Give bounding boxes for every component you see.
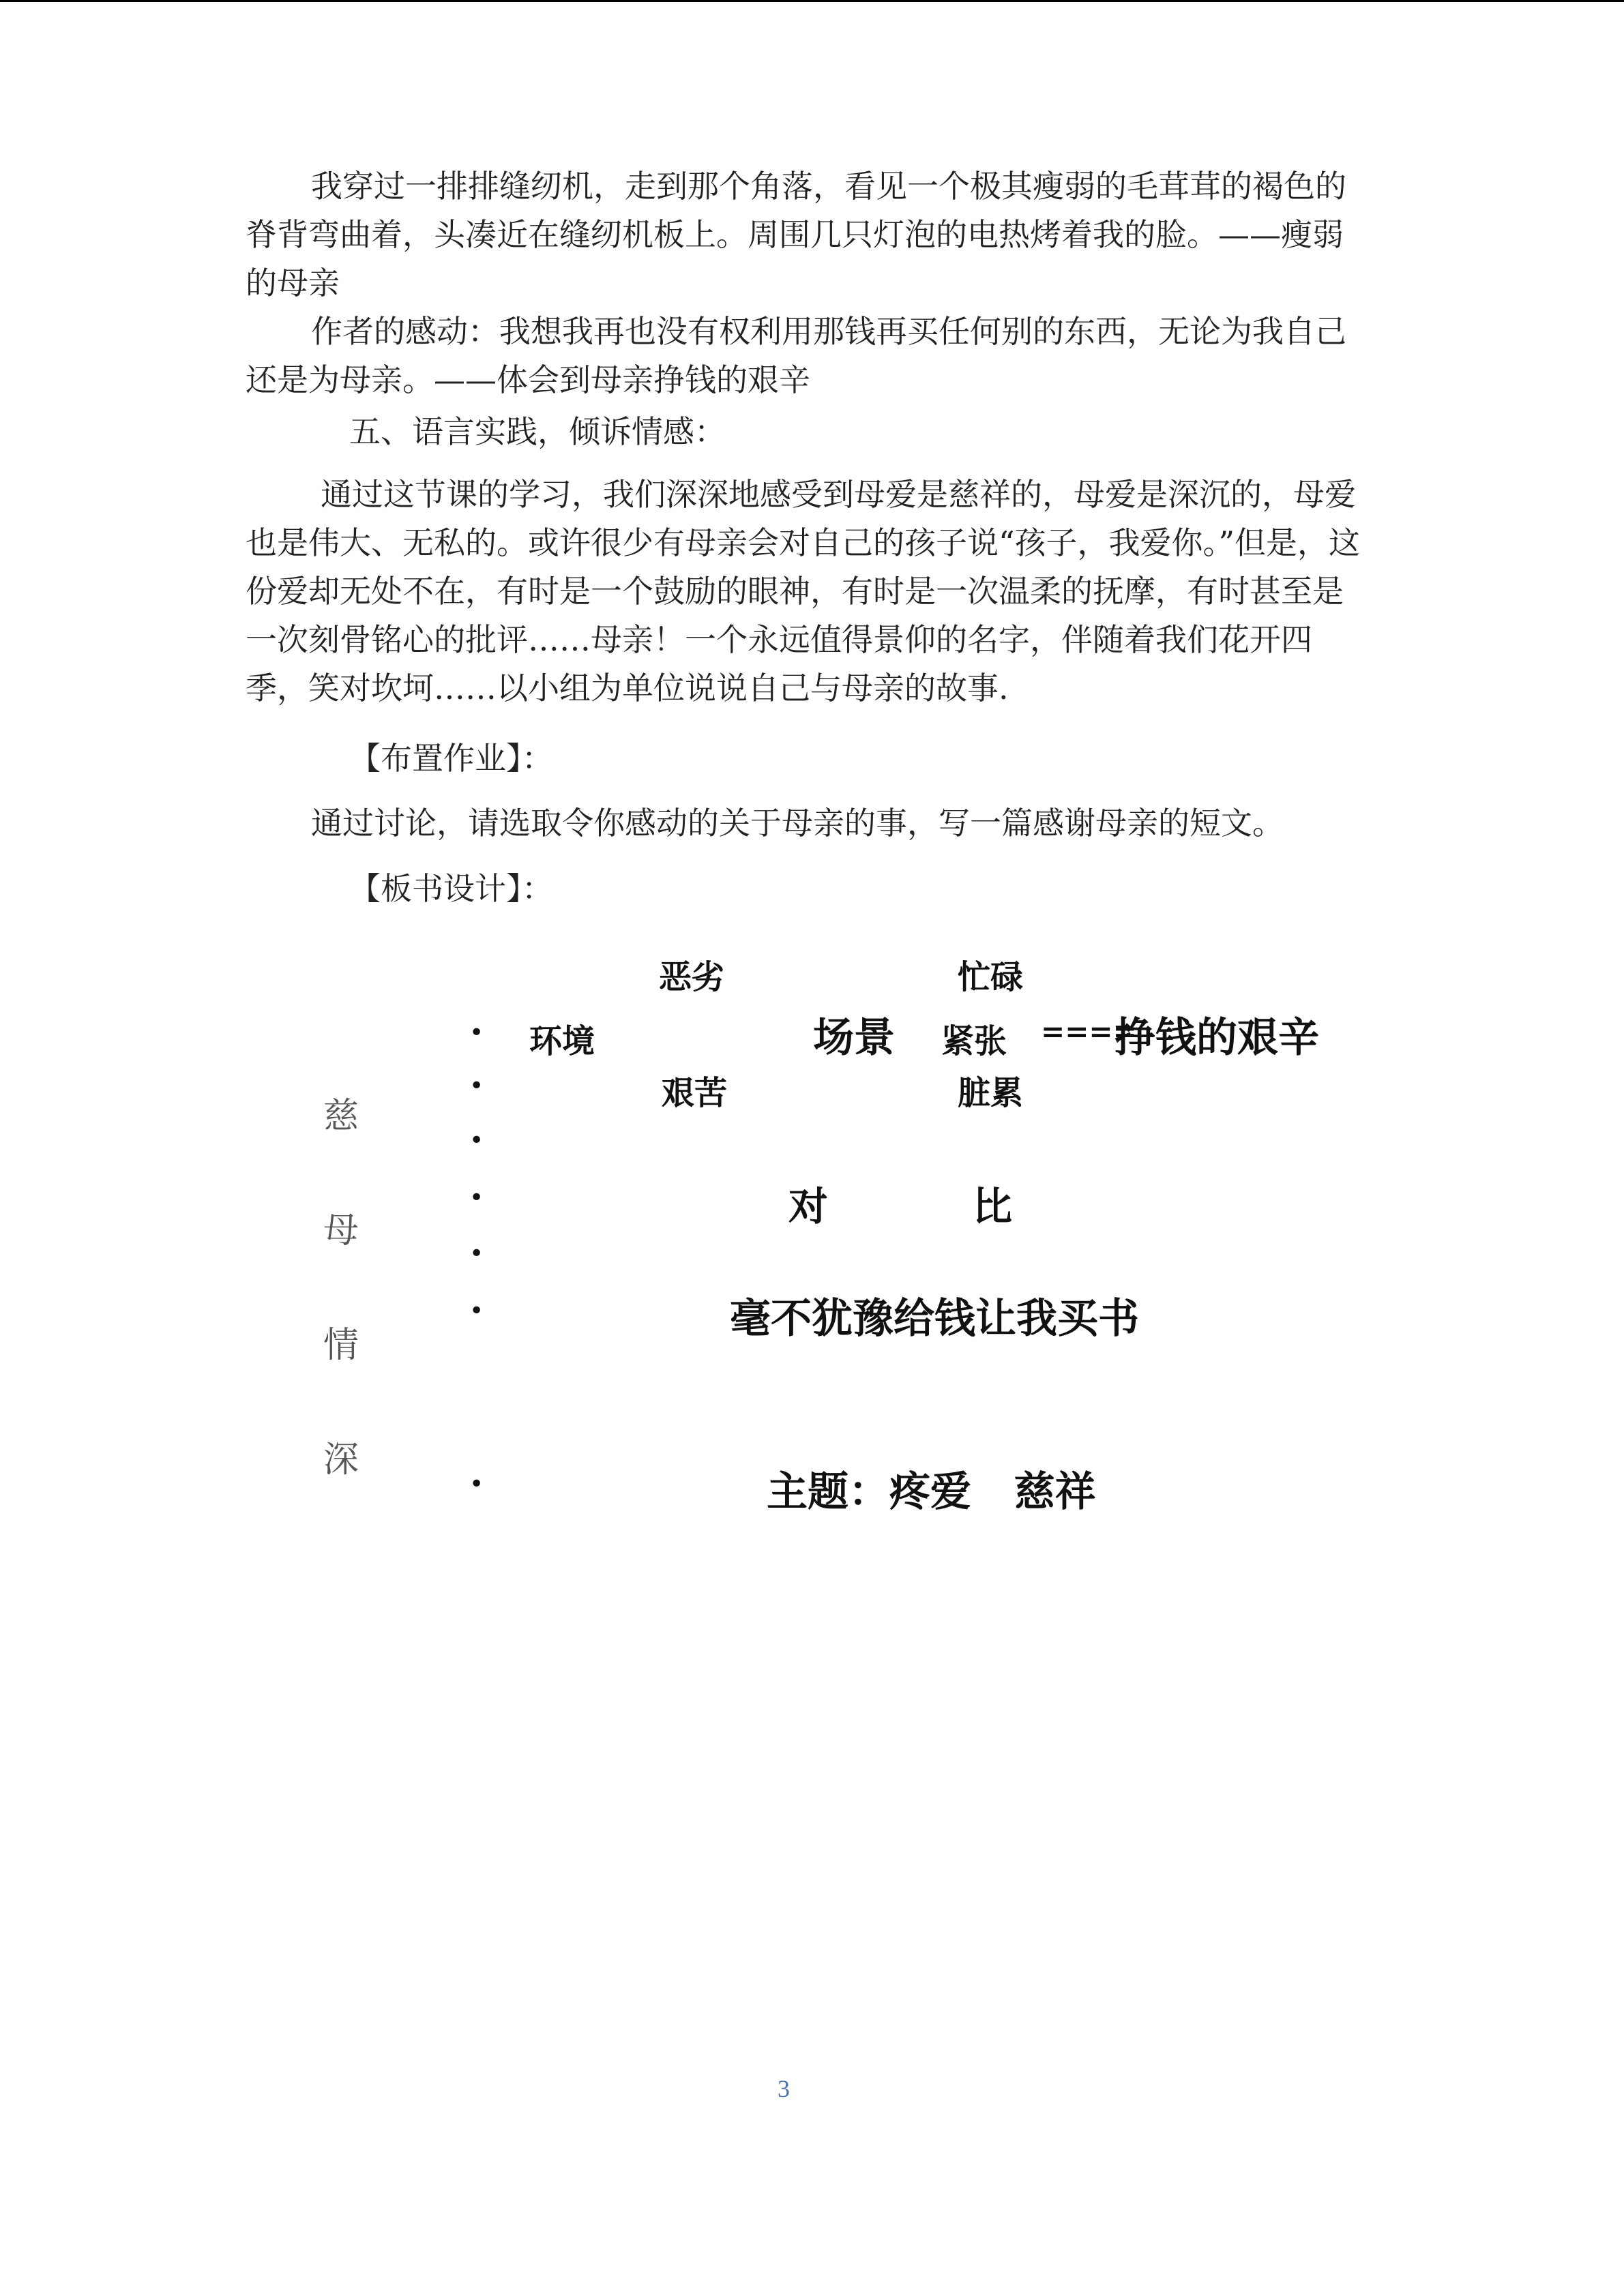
board-word-bad: 恶劣: [659, 958, 725, 996]
board-contrast-b: 比: [973, 1183, 1013, 1229]
board-arrow: ====: [1041, 1015, 1137, 1048]
board-word-scene: 场景: [813, 1014, 895, 1062]
page-number: 3: [778, 2075, 790, 2102]
board-word-dirty: 脏累: [958, 1074, 1024, 1112]
homework-heading: 【布置作业】：: [349, 740, 553, 777]
board-design-heading: 【板书设计】：: [349, 870, 553, 907]
board-word-environment: 环境: [529, 1022, 595, 1060]
board-word-busy: 忙碌: [958, 958, 1024, 996]
board-word-hardship: 挣钱的艰辛: [1114, 1014, 1319, 1062]
homework-text: 通过讨论，请选取令你感动的关于母亲的事，写一篇感谢母亲的短文。: [311, 805, 1284, 841]
board-give-money: 毫不犹豫给钱让我买书: [730, 1295, 1139, 1343]
top-border-rule: [0, 0, 1624, 2]
board-title-char-1: 慈: [323, 1096, 359, 1137]
board-title-char-4: 深: [323, 1440, 359, 1480]
bullet-3: •: [469, 1127, 484, 1154]
board-theme: 主题：疼爱 慈祥: [767, 1468, 1096, 1516]
bullet-7: •: [469, 1470, 484, 1498]
board-word-tense: 紧张: [941, 1022, 1007, 1060]
bullet-6: •: [469, 1297, 484, 1325]
bullet-1: •: [469, 1019, 484, 1047]
bullet-2: •: [469, 1072, 484, 1100]
bullet-5: •: [469, 1240, 484, 1268]
paragraph-author-moved: 作者的感动：我想我再也没有权利用那钱再买任何别的东西，无论为我自己还是为母亲。——体会到母亲挣钱的艰辛: [246, 313, 1346, 398]
board-title-char-3: 情: [323, 1325, 359, 1366]
paragraph-lesson-summary: 通过这节课的学习，我们深深地感受到母爱是慈祥的，母爱是深沉的，母爱也是伟大、无私的。或许很少有母亲会对自己的孩子说“孩子，我爱你。”但是，这份爱却无处不在，有时是一个鼓励的眼神，有时是一次温柔的抚摩，有时甚至是一次刻骨铭心的批评……母亲！一个永远值得景仰的名字，伴随着我们花开四季，笑对坎坷……以小组为单位说说自己与母亲的故事.: [246, 476, 1361, 706]
board-contrast-a: 对: [788, 1183, 829, 1229]
paragraph-thin-mother: 我穿过一排排缝纫机，走到那个角落，看见一个极其瘦弱的毛茸茸的褐色的脊背弯曲着，头凑近在缝纫机板上。周围几只灯泡的电热烤着我的脸。——瘦弱的母亲: [246, 168, 1346, 301]
board-title-char-2: 母: [323, 1210, 359, 1251]
board-word-hard: 艰苦: [662, 1074, 728, 1112]
bullet-4: •: [469, 1184, 484, 1212]
heading-language-practice: 五、语言实践，倾诉情感：: [349, 413, 726, 450]
